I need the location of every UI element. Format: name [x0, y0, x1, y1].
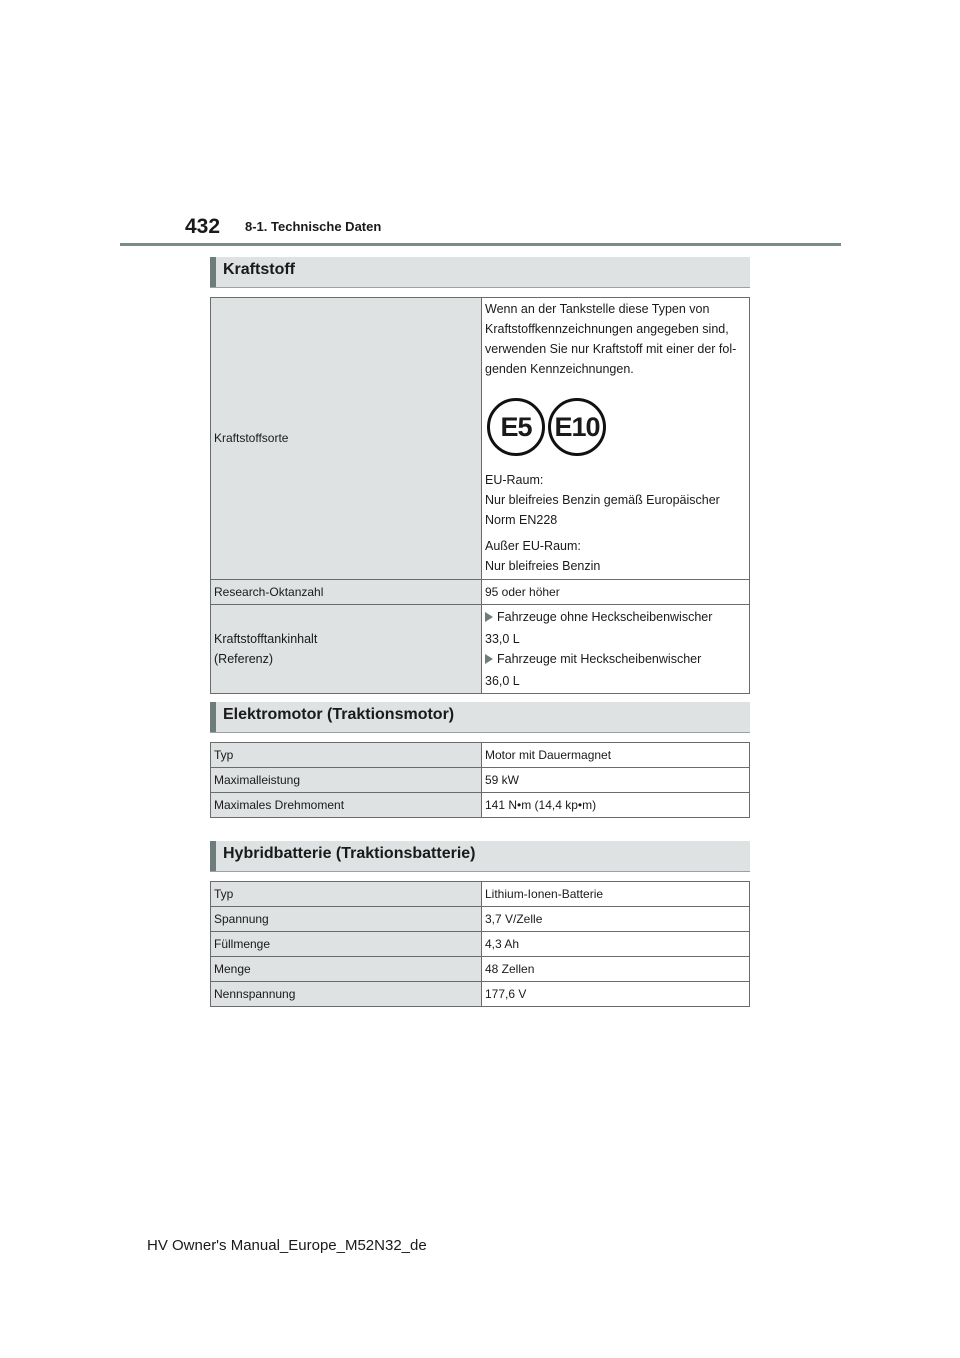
motor-row-value: 141 N•m (14,4 kp•m) — [482, 793, 750, 818]
table-row — [211, 743, 750, 768]
table-row — [211, 605, 750, 694]
table-row — [211, 580, 750, 605]
section-heading: 8-1. Technische Daten — [245, 219, 382, 234]
tank-variant-a — [485, 607, 746, 627]
battery-row-value: Lithium-Ionen-Batterie — [482, 882, 750, 907]
fuel-type-text-line: Wenn an der Tankstelle diese Typen von — [485, 302, 710, 316]
tank-variant-a-value: 33,0 L — [485, 632, 520, 646]
fuel-type-label: Kraftstoffsorte — [211, 298, 482, 580]
table-row — [211, 768, 750, 793]
tank-variant-b-value: 36,0 L — [485, 674, 520, 688]
tank-variant-a-label: Fahrzeuge ohne Heckscheibenwischer — [497, 610, 713, 624]
battery-section-band — [210, 841, 750, 872]
motor-row-value: 59 kW — [482, 768, 750, 793]
fuel-section-title: Kraftstoff — [223, 261, 295, 278]
tank-label-line: Kraftstofftankinhalt — [214, 632, 318, 646]
fuel-section-band — [210, 257, 750, 288]
battery-row-label: Spannung — [211, 907, 482, 932]
motor-row-value: Motor mit Dauermagnet — [482, 743, 750, 768]
fuel-table — [210, 297, 750, 694]
tank-variant-b-label: Fahrzeuge mit Heckscheibenwischer — [497, 652, 702, 666]
motor-section-title: Elektromotor (Traktionsmotor) — [223, 706, 455, 723]
footer-document-id: HV Owner's Manual_Europe_M52N32_de — [147, 1237, 427, 1254]
battery-table — [210, 881, 750, 1007]
page-number: 432 — [185, 215, 221, 238]
table-row — [211, 982, 750, 1007]
battery-row-value: 4,3 Ah — [482, 932, 750, 957]
battery-row-label: Menge — [211, 957, 482, 982]
battery-row-value: 48 Zellen — [482, 957, 750, 982]
triangle-bullet-icon — [485, 612, 493, 622]
table-row — [211, 793, 750, 818]
eu-line: Norm EN228 — [485, 513, 558, 527]
motor-section-band — [210, 702, 750, 733]
triangle-bullet-icon — [485, 654, 493, 664]
table-row — [211, 932, 750, 957]
octane-value: 95 oder höher — [482, 580, 750, 605]
e5-fuel-label-icon: E5 — [487, 398, 545, 456]
battery-row-value: 177,6 V — [482, 982, 750, 1007]
motor-row-label: Maximalleistung — [211, 768, 482, 793]
non-eu-line: Außer EU-Raum: — [485, 539, 581, 553]
fuel-type-value — [482, 298, 750, 580]
header-rule — [120, 243, 841, 246]
table-row — [211, 957, 750, 982]
tank-label-line: (Referenz) — [214, 652, 274, 666]
tank-value — [482, 605, 750, 694]
battery-row-label: Füllmenge — [211, 932, 482, 957]
octane-label: Research-Oktanzahl — [211, 580, 482, 605]
battery-section-title: Hybridbatterie (Traktionsbatterie) — [223, 845, 476, 862]
fuel-type-text-line: verwenden Sie nur Kraftstoff mit einer der fol- — [485, 342, 737, 356]
eu-line: EU-Raum: — [485, 473, 544, 487]
non-eu-line: Nur bleifreies Benzin — [485, 559, 601, 573]
battery-row-label: Nennspannung — [211, 982, 482, 1007]
fuel-type-text-line: genden Kennzeichnungen. — [485, 362, 634, 376]
table-row — [211, 298, 750, 580]
e10-fuel-label-icon: E10 — [548, 398, 606, 456]
section-marker — [210, 841, 216, 871]
tank-variant-b — [485, 649, 746, 669]
section-marker — [210, 702, 216, 732]
fuel-label-symbols — [487, 398, 746, 456]
motor-table — [210, 742, 750, 818]
motor-row-label: Maximales Drehmoment — [211, 793, 482, 818]
eu-line: Nur bleifreies Benzin gemäß Europäischer — [485, 493, 720, 507]
motor-row-label: Typ — [211, 743, 482, 768]
table-row — [211, 882, 750, 907]
section-marker — [210, 257, 216, 287]
tank-label — [211, 605, 482, 694]
battery-row-value: 3,7 V/Zelle — [482, 907, 750, 932]
fuel-type-text-line: Kraftstoffkennzeichnungen angegeben sind, — [485, 322, 729, 336]
battery-row-label: Typ — [211, 882, 482, 907]
table-row — [211, 907, 750, 932]
